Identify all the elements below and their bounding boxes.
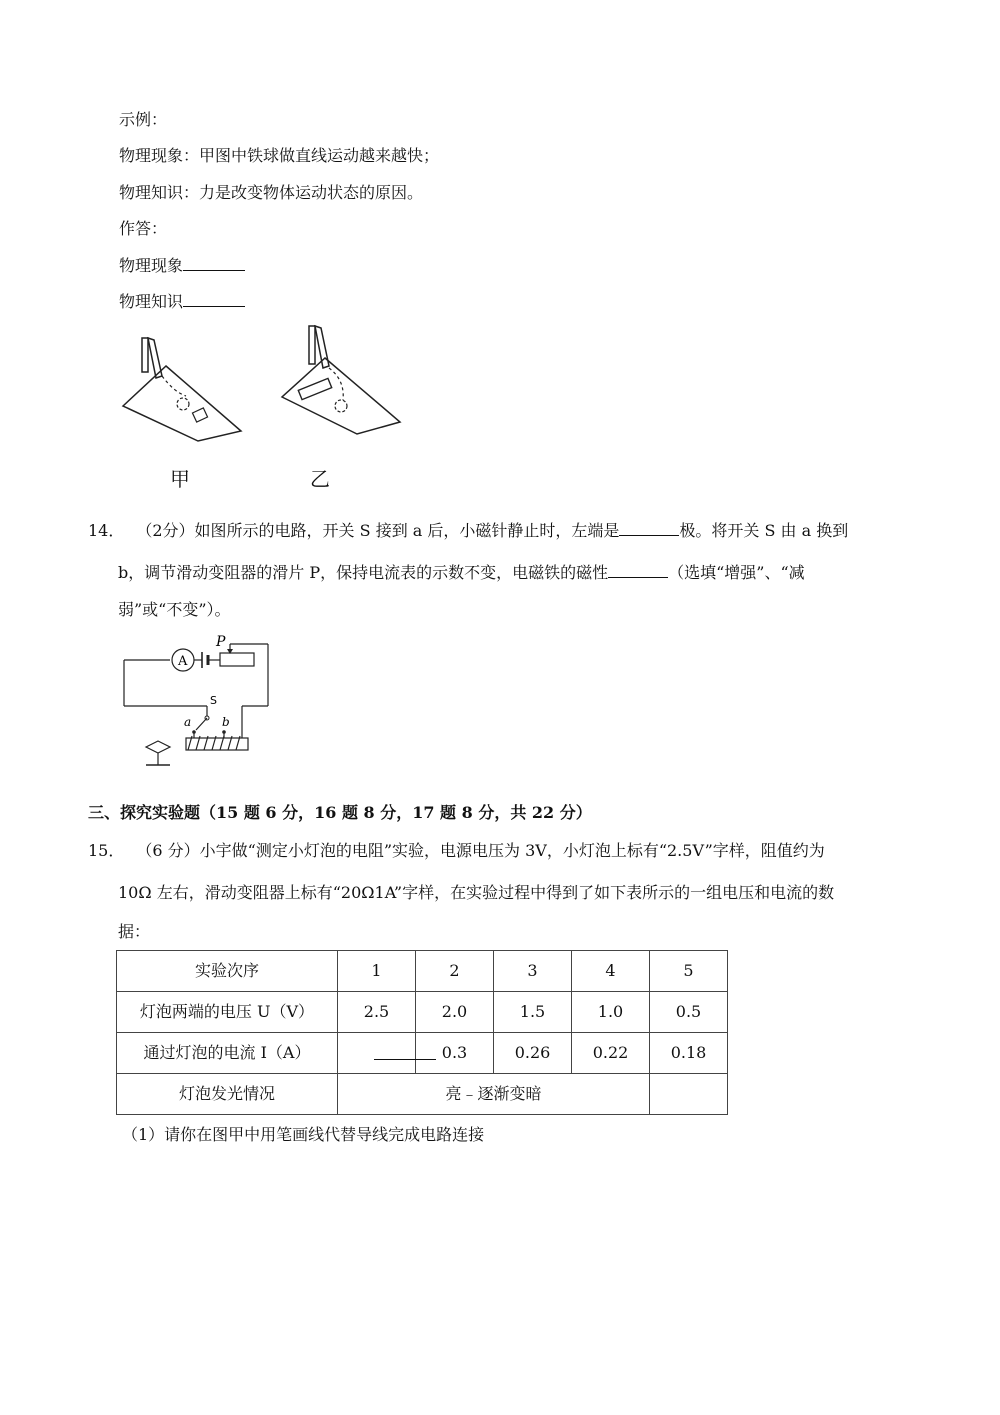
table-row — [117, 951, 728, 992]
table-row — [117, 1074, 728, 1115]
q14-blank-1[interactable] — [619, 521, 679, 536]
table-cell: 2.0 — [416, 992, 494, 1033]
example-knowledge: 物理知识：力是改变物体运动状态的原因。 — [119, 183, 424, 202]
q14-line1 — [88, 521, 848, 541]
table-cell: 1 — [338, 951, 416, 992]
table-cell: 0.3 — [416, 1033, 494, 1074]
table-cell: 2.5 — [338, 992, 416, 1033]
table-cell: 通过灯泡的电流 I（A） — [117, 1033, 338, 1074]
answer-knowledge-blank[interactable] — [183, 292, 245, 307]
answer-phenomenon-label: 物理现象 — [119, 256, 184, 275]
q14-text-1b: 极。将开关 S 由 a 换到 — [679, 521, 849, 540]
table-row — [117, 992, 728, 1033]
table-cell: 2 — [416, 951, 494, 992]
table-row — [117, 1033, 728, 1074]
rheostat-icon — [220, 653, 254, 666]
q15-number: 15． — [88, 841, 125, 860]
table-cell: 4 — [572, 951, 650, 992]
table-cell: 0.18 — [650, 1033, 728, 1074]
answer-phenomenon-blank[interactable] — [183, 256, 245, 271]
table-cell: 0.5 — [650, 992, 728, 1033]
q14-blank-2[interactable] — [608, 563, 668, 578]
data-table — [116, 950, 728, 1115]
figure-jia-incline — [118, 336, 243, 446]
answer-label: 作答： — [119, 219, 168, 238]
table-cell: 0.26 — [494, 1033, 572, 1074]
table-cell: 0.22 — [572, 1033, 650, 1074]
q14-text-2a: b，调节滑动变阻器的滑片 P，保持电流表的示数不变，电磁铁的磁性 — [118, 563, 609, 582]
q14-text-2b: （选填“增强”、“减 — [668, 563, 805, 582]
table-cell: 灯泡两端的电压 U（V） — [117, 992, 338, 1033]
table-cell: 3 — [494, 951, 572, 992]
q15-line2: 10Ω 左右，滑动变阻器上标有“20Ω1A”字样，在实验过程中得到了如下表所示的一组电压和电流的数 — [118, 883, 835, 902]
circuit-diagram — [112, 632, 282, 774]
terminal-b-label: b — [222, 715, 230, 729]
q14-line2 — [118, 563, 805, 583]
table-cell: 1.5 — [494, 992, 572, 1033]
q15-line3: 据： — [118, 922, 151, 941]
q15-line1 — [88, 841, 825, 861]
figure-yi-label: 乙 — [310, 467, 330, 491]
table-cell: 亮﹣逐渐变暗 — [338, 1074, 650, 1115]
table-cell: 5 — [650, 951, 728, 992]
section3-heading: 三、探究实验题（15 题 6 分，16 题 8 分，17 题 8 分，共 22 分） — [88, 803, 592, 822]
terminal-a-label: a — [184, 715, 192, 729]
switch-label: S — [210, 694, 217, 707]
q15-sub1: （1）请你在图甲中用笔画线代替导线完成电路连接 — [122, 1125, 485, 1144]
q14-number: 14． — [88, 521, 125, 540]
figure-yi-incline — [277, 322, 402, 437]
table-cell-empty — [650, 1074, 728, 1115]
table-cell: 1.0 — [572, 992, 650, 1033]
ammeter-label: A — [178, 654, 188, 669]
compass-needle-icon — [146, 741, 170, 753]
answer-knowledge-label: 物理知识 — [119, 292, 184, 311]
table-cell: 实验次序 — [117, 951, 338, 992]
q14-line3: 弱”或“不变”）。 — [118, 600, 231, 619]
example-phenomenon: 物理现象：甲图中铁球做直线运动越来越快； — [119, 146, 440, 165]
table-cell: 灯泡发光情况 — [117, 1074, 338, 1115]
table-cell-blank[interactable] — [338, 1033, 416, 1074]
q15-text-1: （6 分）小宇做“测定小灯泡的电阻”实验，电源电压为 3V，小灯泡上标有“2.5V”字样，阻值约为 — [136, 841, 825, 860]
slider-label: P — [216, 634, 226, 650]
example-label: 示例： — [119, 110, 168, 129]
figure-jia-label: 甲 — [170, 467, 190, 491]
answer-knowledge-line — [119, 292, 245, 312]
q14-text-1a: （2分）如图所示的电路，开关 S 接到 a 后，小磁针静止时，左端是 — [136, 521, 620, 540]
answer-phenomenon-line — [119, 256, 245, 276]
